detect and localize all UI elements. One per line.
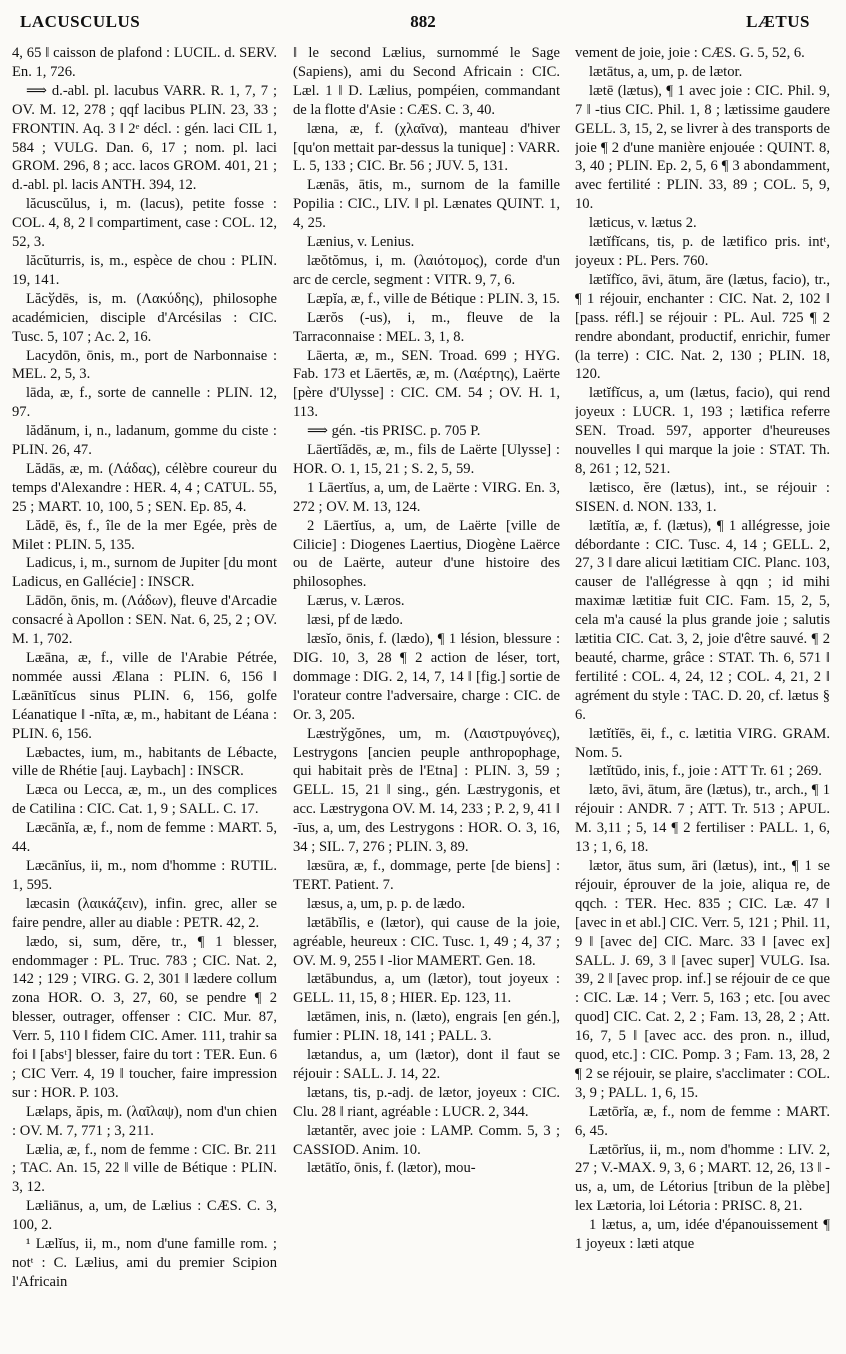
dictionary-entry: Lacydōn, ōnis, m., port de Narbonnaise : MEL. 2, 5, 3.	[12, 347, 277, 383]
running-head-left: LACUSCULUS	[20, 12, 141, 31]
page-number: 882	[410, 12, 436, 31]
dictionary-entry: 2 Lāertĭus, a, um, de Laërte [ville de Cilicie] : Diogenes Laertius, Diogène Laërce ou de Laërte, auteur d'une histoire des philosophes.	[293, 517, 560, 591]
dictionary-entry: Læliānus, a, um, de Lælius : CÆS. C. 3, 100, 2.	[12, 1198, 277, 1234]
dictionary-entry: 1 Lāertĭus, a, um, de Laërte : VIRG. En. 3, 272 ; OV. M. 13, 124.	[293, 479, 560, 515]
dictionary-entry: Lætōrĭus, ii, m., nom d'homme : LIV. 2, 27 ; V.-MAX. 9, 3, 6 ; MART. 12, 26, 13 ‖ -us, a, um, de Létorius [tribun de la plèbe] lex Lætoria, loi Létoria : PRISC. 8, 21.	[575, 1141, 830, 1215]
dictionary-entry: lætĭfĭcus, a, um (lætus, facio), qui rend joyeux : LUCR. 1, 193 ; lætifica referre SEN. Troad. 597, apporter d'heureuses nouvelles ‖ qui marque la joie : STAT. Th. 8, 261 ; 12, 521.	[575, 385, 830, 477]
dictionary-entry: Lāerta, æ, m., SEN. Troad. 699 ; HYG. Fab. 173 et Lāertēs, æ, m. (Λαέρτης), Laërte [père d'Ulysse] : CIC. CM. 54 ; OV. H. 1, 113.	[293, 347, 560, 421]
dictionary-entry: læsĭo, ōnis, f. (lædo), ¶ 1 lésion, blessure : DIG. 10, 3, 28 ¶ 2 action de léser, tort, dommage : DIG. 2, 14, 7, 14 ‖ [fig.] sortie de l'orateur contre l'adversaire, charge : CIC. de Or. 3, 205.	[293, 631, 560, 723]
dictionary-entry: lætĭtĭēs, ēi, f., c. lætitia VIRG. GRAM. Nom. 5.	[575, 725, 830, 761]
dictionary-entry: lætisco, ĕre (lætus), int., se réjouir : SISEN. d. NON. 133, 1.	[575, 479, 830, 515]
dictionary-entry: lætĭtūdo, inis, f., joie : ATT Tr. 61 ; 269.	[589, 763, 822, 780]
dictionary-entry: lăcuscŭlus, i, m. (lacus), petite fosse : COL. 4, 8, 2 ‖ compartiment, case : COL. 12, 52, 3.	[12, 196, 277, 251]
dictionary-entry: Lăcўdēs, is, m. (Λακύδης), philosophe académicien, disciple d'Arcésilas : CIC. Tusc. 5, 107 ; Ac. 2, 16.	[12, 290, 277, 345]
dictionary-entry: Lădās, æ, m. (Λάδας), célèbre coureur du temps d'Alexandre : HER. 4, 4 ; CATUL. 55, 25 ; MART. 10, 100, 5 ; SEN. Ep. 85, 4.	[12, 460, 277, 515]
dictionary-entry: læticus, v. lætus 2.	[589, 215, 697, 232]
dictionary-entry: Lænius, v. Lenius.	[307, 234, 415, 251]
dictionary-entry: Lādōn, ōnis, m. (Λάδων), fleuve d'Arcadie consacré à Apollon : SEN. Nat. 6, 25, 2 ; OV. M. 1, 702.	[12, 593, 277, 648]
dictionary-entry: ¹ Lælĭus, ii, m., nom d'une famille rom. ; notᵗ : C. Lælius, ami du premier Scipion l'Africain	[12, 1236, 277, 1290]
dictionary-entry: lætantĕr, avec joie : LAMP. Comm. 5, 3 ; CASSIOD. Anim. 10.	[293, 1122, 560, 1158]
dictionary-entry: Læāna, æ, f., ville de l'Arabie Pétrée, nommée aussi Ælana : PLIN. 6, 156 ‖ Læānītĭcus sinus PLIN. 6, 156, golfe Léanatique ‖ -nīta, æ, m., habitant de Léana : PLIN. 6, 156.	[12, 650, 277, 742]
dictionary-entry: læsūra, æ, f., dommage, perte [de biens] : TERT. Patient. 7.	[293, 857, 560, 893]
page-header	[0, 0, 846, 40]
dictionary-entry: Lærus, v. Læros.	[307, 593, 405, 610]
dictionary-entry: 4, 65 ‖ caisson de plafond : LUCIL. d. SERV. En. 1, 726.	[12, 45, 277, 80]
dictionary-entry: lăcŭturris, is, m., espèce de chou : PLIN. 19, 141.	[12, 252, 277, 288]
dictionary-entry: lætābundus, a, um (lætor), tout joyeux : GELL. 11, 15, 8 ; HIER. Ep. 123, 11.	[293, 971, 560, 1007]
dictionary-entry: lætābĭlis, e (lætor), qui cause de la joie, agréable, heureux : CIC. Tusc. 1, 49 ; 4, 37 ; OV. M. 9, 255 ‖ -lior MAMERT. Gen. 18.	[293, 914, 560, 969]
dictionary-entry: Læpĭa, æ, f., ville de Bétique : PLIN. 3, 15.	[307, 290, 560, 307]
dictionary-entry: læcasin (λαικάζειν), infin. grec, aller se faire pendre, aller au diable : PETR. 42, 2.	[12, 895, 277, 931]
dictionary-entry: Læca ou Lecca, æ, m., un des complices de Catilina : CIC. Cat. 1, 9 ; SALL. C. 17.	[12, 782, 277, 818]
dictionary-entry: læsi, pf de lædo.	[307, 612, 404, 629]
dictionary-entry: lāda, æ, f., sorte de cannelle : PLIN. 12, 97.	[12, 385, 277, 421]
dictionary-entry: Lădē, ēs, f., île de la mer Egée, près de Milet : PLIN. 5, 135.	[12, 517, 277, 553]
dictionary-entry: ⟹ d.-abl. pl. lacubus VARR. R. 1, 7, 7 ; OV. M. 12, 278 ; qqf lacibus PLIN. 23, 33 ; FRONTIN. Aq. 3 ‖ 2ᵉ décl. : gén. laci CIL 1, 584 ; VULG. Dan. 6, 17 ; nom. pl. laci GROM. 296, 8 ; acc. lacos GROM. 401, 21 ; d.-abl. pl. lacis ANTH. 394, 12.	[12, 82, 277, 194]
column-2	[293, 44, 560, 1350]
dictionary-entry: ⟹ gén. -tis PRISC. p. 705 P.	[307, 423, 481, 440]
dictionary-entry: lætandus, a, um (lætor), dont il faut se réjouir : SALL. J. 14, 22.	[293, 1047, 560, 1082]
dictionary-entry: 1 lætus, a, um, idée d'épanouissement ¶ 1 joyeux : læti atque	[575, 1217, 830, 1253]
dictionary-entry: ‖ le second Lælius, surnommé le Sage (Sapiens), ami du Second Africain : CIC. Læl. 1 ‖ D. Lælius, pompéien, commandant de la flotte d'Asie : CÆS. C. 3, 40.	[293, 45, 560, 118]
dictionary-entry: Læcānĭa, æ, f., nom de femme : MART. 5, 44.	[12, 820, 277, 856]
dictionary-entry: lætĭfĭco, āvi, ātum, āre (lætus, facio), tr., ¶ 1 réjouir, enchanter : CIC. Nat. 2, 102 ‖ [pass. réfl.] se réjouir : PL. Aul. 725 ¶ 2 rendre abondant, productif, enrichir, fumer (la terre) : CIC. Nat. 2, 130 ; PLIN. 18, 120.	[575, 271, 830, 383]
dictionary-entry: Læbactes, ium, m., habitants de Lébacte, ville de Rhétie [auj. Laybach] : INSCR.	[12, 744, 277, 780]
dictionary-entry: læsus, a, um, p. p. de lædo.	[307, 895, 466, 912]
dictionary-entry: Læstrўgŏnes, um, m. (Λαιστρυγόνες), Lestrygons [ancien peuple anthropophage, qui habitait près de l'Etna] : PLIN. 3, 59 ; GELL. 15, 21 ‖ sing., gén. Læstrygonis, et acc. Læstrygona OV. M. 14, 233 ; P. 2, 9, 41 ‖ -īus, a, um, des Lestrygons : HOR. O. 3, 16, 34 ; SIL. 7, 276 ; PLIN. 3, 89.	[293, 725, 560, 856]
running-head-right: LÆTUS	[746, 12, 810, 31]
dictionary-entry: Lænās, ātis, m., surnom de la famille Popilia : CIC., LIV. ‖ pl. Lænates QUINT. 1, 4, 25.	[293, 177, 560, 232]
dictionary-entry: læna, æ, f. (χλαῖνα), manteau d'hiver [qu'on mettait par-dessus la tunique] : VARR. L. 5, 133 ; CIC. Br. 56 ; JUV. 5, 131.	[293, 120, 560, 175]
column-3	[575, 44, 830, 1350]
dictionary-entry: Ladicus, i, m., surnom de Jupiter [du mont Ladicus, en Gallécie] : INSCR.	[12, 555, 277, 591]
dictionary-entry: læŏtŏmus, i, m. (λαιότομος), corde d'un arc de cercle, segment : VITR. 9, 7, 6.	[293, 252, 560, 288]
column-1	[12, 44, 277, 1350]
dictionary-entry: lædo, si, sum, dĕre, tr., ¶ 1 blesser, endommager : PL. Truc. 783 ; CIC. Nat. 2, 142 ; 129 ; VIRG. G. 2, 301 ‖ lædere collum zona HOR. O. 3, 27, 60, se pendre ¶ 2 blesser, outrager, offenser : CIC. Mur. 87, Verr. 5, 110 ‖ fidem CIC. Amer. 111, trahir sa foi ‖ [absᵗ] blesser, faire du tort : TER. Eun. 6 ; CIC Verr. 4, 19 ‖ toucher, faire impression sur : HOR. P. 103.	[12, 933, 277, 1101]
dictionary-entry: lætātus, a, um, p. de lætor.	[589, 63, 743, 80]
dictionary-entry: læto, āvi, ātum, āre (lætus), tr., arch., ¶ 1 réjouir : ANDR. 7 ; ATT. Tr. 513 ; APUL. M. 3,11 ; 5, 14 ¶ 2 fertiliser : PALL. 1, 6, 13 ; 1, 6, 18.	[575, 782, 830, 856]
dictionary-entry: lætĭfĭcans, tis, p. de lætifico pris. intᵗ, joyeux : PL. Pers. 760.	[575, 234, 830, 269]
dictionary-columns	[0, 44, 846, 1350]
dictionary-entry: lætāmen, inis, n. (læto), engrais [en gén.], fumier : PLIN. 18, 141 ; PALL. 3.	[293, 1009, 560, 1045]
dictionary-entry: vement de joie, joie : CÆS. G. 5, 52, 6.	[575, 45, 805, 61]
dictionary-entry: lætātĭo, ōnis, f. (lætor), mou-	[307, 1160, 476, 1177]
dictionary-entry: Læcānĭus, ii, m., nom d'homme : RUTIL. 1, 595.	[12, 857, 277, 893]
dictionary-entry: Lāertĭădēs, æ, m., fils de Laërte [Ulysse] : HOR. O. 1, 15, 21 ; S. 2, 5, 59.	[293, 442, 560, 477]
dictionary-entry: lætĭtĭa, æ, f. (lætus), ¶ 1 allégresse, joie débordante : CIC. Tusc. 4, 14 ; GELL. 2, 27, 3 ‖ dare alicui lætitiam CIC. Planc. 103, causer de l'allégresse à qqn ; id mihi maximæ lætitiæ fuit CIC. Fam. 15, 2, 5, cela m'a causé la plus grande joie ; salutis lætitia CIC. Cat. 3, 2, joie d'être sauvé. ¶ 2 beauté, charme, grâce : STAT. Th. 6, 571 ‖ fertilité : COL. 4, 24, 12 ; COL. 4, 21, 2 ‖ agrément du style : TAC. D. 20, cf. lætus § 6.	[575, 517, 830, 723]
dictionary-entry: Lærŏs (-us), i, m., fleuve de la Tarraconnaise : MEL. 3, 1, 8.	[293, 309, 560, 345]
dictionary-entry: lætans, tis, p.-adj. de lætor, joyeux : CIC. Clu. 28 ‖ riant, agréable : LUCR. 2, 344.	[293, 1084, 560, 1120]
dictionary-entry: lætor, ātus sum, āri (lætus), int., ¶ 1 se réjouir, éprouver de la joie, aliqua re, de qqch. : TER. Hec. 835 ; CIC. Læ. 47 ‖ [avec in et abl.] CIC. Verr. 5, 121 ; Phil. 11, 9 ‖ [avec de] CIC. Marc. 33 ‖ [avec ex] SALL. J. 69, 3 ‖ [avec super] VULG. Isa. 39, 2 ‖ [avec prop. inf.] se réjouir de ce que : CIC. Læ. 14 ; Verr. 5, 163 ; etc. [ou avec quod] CIC. Cat. 2, 2 ; Fam. 13, 28, 2 ; Att. 16, 7, 5 ‖ [avec acc. des pron. n., illud, quod, etc.] : CIC. Pomp. 3 ; Fam. 13, 28, 2 ¶ 2 se réjouir, se plaire, s'acclimater : COL. 3, 9 ; PALL. 1, 6, 15.	[575, 857, 830, 1101]
dictionary-entry: lætē (lætus), ¶ 1 avec joie : CIC. Phil. 9, 7 ‖ -tius CIC. Phil. 1, 8 ; lætissime gaudere GELL. 3, 15, 2, se livrer à des transports de joie ¶ 2 d'une manière enjouée : QUINT. 8, 3, 40 ; PLIN. Ep. 2, 5, 6 ¶ 3 abondamment, avec fertilité : PLIN. 33, 89 ; COL. 5, 9, 10.	[575, 82, 830, 213]
dictionary-entry: Lælia, æ, f., nom de femme : CIC. Br. 211 ; TAC. An. 15, 22 ‖ ville de Bétique : PLIN. 3, 12.	[12, 1141, 277, 1196]
dictionary-entry: Lætōrĭa, æ, f., nom de femme : MART. 6, 45.	[575, 1103, 830, 1139]
dictionary-entry: lădănum, i, n., ladanum, gomme du ciste : PLIN. 26, 47.	[12, 423, 277, 459]
dictionary-entry: Lælaps, ăpis, m. (λαῖλαψ), nom d'un chien : OV. M. 7, 771 ; 3, 211.	[12, 1103, 277, 1139]
